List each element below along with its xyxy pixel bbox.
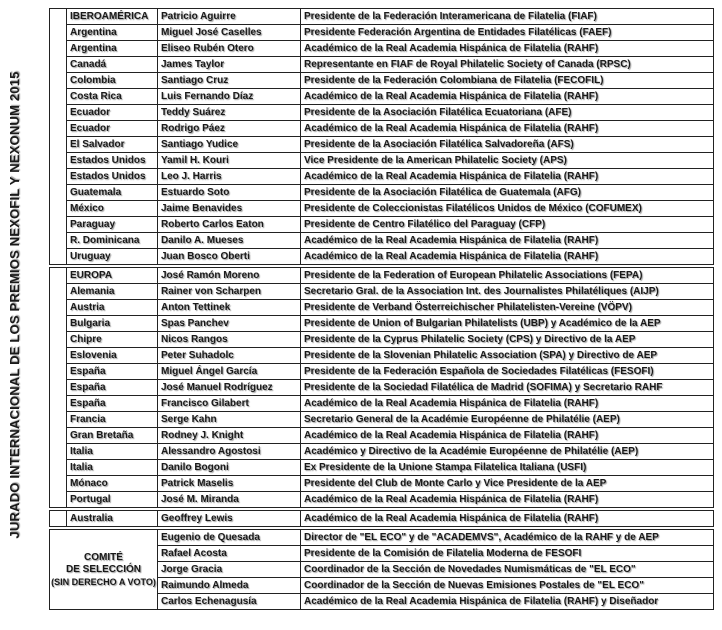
name-cell: Rainer von Scharpen	[158, 284, 301, 300]
name-cell: Rafael Acosta	[158, 546, 301, 562]
name-cell: Roberto Carlos Eaton	[158, 217, 301, 233]
role-cell: Académico de la Real Academia Hispánica de Filatelia (RAHF)	[301, 249, 714, 265]
name-cell: Eliseo Rubén Otero	[158, 41, 301, 57]
role-cell: Presidente de la Asociación Filatélica de Guatemala (AFG)	[301, 185, 714, 201]
country-cell: España	[67, 396, 158, 412]
role-cell: Presidente de la Comisión de Filatelia Moderna de FESOFI	[301, 546, 714, 562]
table-row	[50, 25, 714, 41]
role-cell: Coordinador de la Sección de Nuevas Emisiones Postales de "EL ECO"	[301, 578, 714, 594]
country-cell: España	[67, 380, 158, 396]
name-cell: Carlos Echenagusía	[158, 594, 301, 610]
table-row	[50, 217, 714, 233]
name-cell: Geoffrey Lewis	[158, 511, 301, 527]
role-cell: Académico de la Real Academia Hispánica de Filatelia (RAHF)	[301, 511, 714, 527]
table-row	[50, 530, 714, 546]
table-row	[50, 9, 714, 25]
name-cell: Nicos Rangos	[158, 332, 301, 348]
name-cell: Danilo Bogoni	[158, 460, 301, 476]
name-cell: Santiago Yudice	[158, 137, 301, 153]
role-cell: Presidente de Union of Bulgarian Philatelists (UBP) y Académico de la AEP	[301, 316, 714, 332]
country-cell: Guatemala	[67, 185, 158, 201]
role-cell: Director de "EL ECO" y de "ACADEMVS", Académico de la RAHF y de AEP	[301, 530, 714, 546]
country-cell: Italia	[67, 460, 158, 476]
table-row	[50, 476, 714, 492]
name-cell: Luis Fernando Díaz	[158, 89, 301, 105]
country-cell: Uruguay	[67, 249, 158, 265]
country-cell: Chipre	[67, 332, 158, 348]
region-label-oceania	[50, 511, 67, 527]
table-row	[50, 249, 714, 265]
name-cell: Anton Tettinek	[158, 300, 301, 316]
table-row	[50, 73, 714, 89]
name-cell: Jaime Benavides	[158, 201, 301, 217]
table-row	[50, 380, 714, 396]
country-cell: México	[67, 201, 158, 217]
country-cell: IBEROAMÉRICA	[67, 9, 158, 25]
role-cell: Presidente del Club de Monte Carlo y Vice Presidente de la AEP	[301, 476, 714, 492]
role-cell: Académico de la Real Academia Hispánica de Filatelia (RAHF) y Diseñador	[301, 594, 714, 610]
country-cell: Paraguay	[67, 217, 158, 233]
page-title: JURADO INTERNACIONAL DE LOS PREMIOS NEXOFIL Y NEXONUM 2015	[7, 71, 22, 539]
name-cell: Patricio Aguirre	[158, 9, 301, 25]
table-row	[50, 41, 714, 57]
name-cell: Miguel Ángel García	[158, 364, 301, 380]
country-cell: Francia	[67, 412, 158, 428]
name-cell: Juan Bosco Oberti	[158, 249, 301, 265]
table-row	[50, 137, 714, 153]
jury-table	[49, 8, 714, 610]
table-row	[50, 511, 714, 527]
role-cell: Académico de la Real Academia Hispánica de Filatelia (RAHF)	[301, 428, 714, 444]
table-row	[50, 284, 714, 300]
country-cell: El Salvador	[67, 137, 158, 153]
role-cell: Presidente de Centro Filatélico del Paraguay (CFP)	[301, 217, 714, 233]
name-cell: Eugenio de Quesada	[158, 530, 301, 546]
role-cell: Académico de la Real Academia Hispánica de Filatelia (RAHF)	[301, 396, 714, 412]
name-cell: Serge Kahn	[158, 412, 301, 428]
role-cell: Representante en FIAF de Royal Philatelic Society of Canada (RPSC)	[301, 57, 714, 73]
country-cell: Argentina	[67, 25, 158, 41]
table-row	[50, 233, 714, 249]
country-cell: Eslovenia	[67, 348, 158, 364]
region-label-europa	[50, 268, 67, 508]
role-cell: Académico de la Real Academia Hispánica de Filatelia (RAHF)	[301, 492, 714, 508]
country-cell: Ecuador	[67, 121, 158, 137]
role-cell: Coordinador de la Sección de Novedades Numismáticas de "EL ECO"	[301, 562, 714, 578]
role-cell: Académico y Directivo de la Académie Européenne de Philatélie (AEP)	[301, 444, 714, 460]
name-cell: Rodney J. Knight	[158, 428, 301, 444]
name-cell: José M. Miranda	[158, 492, 301, 508]
role-cell: Presidente de la Sociedad Filatélica de Madrid (SOFIMA) y Secretario RAHF	[301, 380, 714, 396]
role-cell: Presidente de Coleccionistas Filatélicos Unidos de México (COFUMEX)	[301, 201, 714, 217]
role-cell: Vice Presidente de la American Philatelic Society (APS)	[301, 153, 714, 169]
country-cell: Australia	[67, 511, 158, 527]
name-cell: Raimundo Almeda	[158, 578, 301, 594]
country-cell: Portugal	[67, 492, 158, 508]
country-cell: Bulgaria	[67, 316, 158, 332]
name-cell: Estuardo Soto	[158, 185, 301, 201]
name-cell: José Ramón Moreno	[158, 268, 301, 284]
committee-label-line: COMITÉ	[84, 551, 123, 563]
table-row	[50, 121, 714, 137]
table-row	[50, 428, 714, 444]
country-cell: Gran Bretaña	[67, 428, 158, 444]
country-cell: Canadá	[67, 57, 158, 73]
table-row	[50, 396, 714, 412]
country-cell: Mónaco	[67, 476, 158, 492]
table-row	[50, 492, 714, 508]
table-row	[50, 364, 714, 380]
role-cell: Presidente de la Federación Española de Sociedades Filatélicas (FESOFI)	[301, 364, 714, 380]
country-cell: Argentina	[67, 41, 158, 57]
committee-label	[50, 530, 158, 610]
country-cell: Costa Rica	[67, 89, 158, 105]
table-row	[50, 412, 714, 428]
name-cell: Peter Suhadolc	[158, 348, 301, 364]
table-row	[50, 348, 714, 364]
table-row	[50, 460, 714, 476]
table-row	[50, 57, 714, 73]
role-cell: Secretario Gral. de la Association Int. des Journalistes Philatéliques (AIJP)	[301, 284, 714, 300]
jury-document	[4, 8, 718, 612]
role-cell: Presidente de la Asociación Filatélica Ecuatoriana (AFE)	[301, 105, 714, 121]
role-cell: Presidente de la Federación Colombiana de Filatelia (FECOFIL)	[301, 73, 714, 89]
table-row	[50, 444, 714, 460]
committee-label-line: DE SELECCIÓN	[65, 563, 141, 575]
country-cell: Italia	[67, 444, 158, 460]
table-row	[50, 332, 714, 348]
country-cell: Ecuador	[67, 105, 158, 121]
name-cell: Teddy Suárez	[158, 105, 301, 121]
country-cell: Alemania	[67, 284, 158, 300]
name-cell: José Manuel Rodríguez	[158, 380, 301, 396]
role-cell: Académico de la Real Academia Hispánica de Filatelia (RAHF)	[301, 41, 714, 57]
country-cell: España	[67, 364, 158, 380]
name-cell: Francisco Gilabert	[158, 396, 301, 412]
role-cell: Ex Presidente de la Unione Stampa Filatelica Italiana (USFI)	[301, 460, 714, 476]
table-row	[50, 268, 714, 284]
name-cell: Rodrigo Páez	[158, 121, 301, 137]
role-cell: Presidente de la Slovenian Philatelic Association (SPA) y Directivo de AEP	[301, 348, 714, 364]
table-row	[50, 316, 714, 332]
role-cell: Académico de la Real Academia Hispánica de Filatelia (RAHF)	[301, 169, 714, 185]
role-cell: Presidente de la Cyprus Philatelic Society (CPS) y Directivo de la AEP	[301, 332, 714, 348]
name-cell: Spas Panchev	[158, 316, 301, 332]
name-cell: James Taylor	[158, 57, 301, 73]
name-cell: Santiago Cruz	[158, 73, 301, 89]
name-cell: Leo J. Harris	[158, 169, 301, 185]
name-cell: Jorge Gracia	[158, 562, 301, 578]
table-row	[50, 185, 714, 201]
role-cell: Presidente de la Asociación Filatélica Salvadoreña (AFS)	[301, 137, 714, 153]
country-cell: Estados Unidos	[67, 153, 158, 169]
role-cell: Presidente de Verband Österreichischer Philatelisten-Vereine (VÖPV)	[301, 300, 714, 316]
role-cell: Académico de la Real Academia Hispánica de Filatelia (RAHF)	[301, 121, 714, 137]
name-cell: Danilo A. Mueses	[158, 233, 301, 249]
role-cell: Presidente Federación Argentina de Entidades Filatélicas (FAEF)	[301, 25, 714, 41]
role-cell: Académico de la Real Academia Hispánica de Filatelia (RAHF)	[301, 233, 714, 249]
name-cell: Alessandro Agostosi	[158, 444, 301, 460]
region-label-america	[50, 9, 67, 265]
country-cell: Colombia	[67, 73, 158, 89]
name-cell: Yamil H. Kouri	[158, 153, 301, 169]
committee-label-line: (SIN DERECHO A VOTO)	[51, 576, 156, 587]
table-row	[50, 201, 714, 217]
name-cell: Miguel José Caselles	[158, 25, 301, 41]
country-cell: Austria	[67, 300, 158, 316]
role-cell: Secretario General de la Académie Européenne de Philatélie (AEP)	[301, 412, 714, 428]
country-cell: EUROPA	[67, 268, 158, 284]
table-row	[50, 89, 714, 105]
role-cell: Presidente de la Federación Interamericana de Filatelia (FIAF)	[301, 9, 714, 25]
country-cell: Estados Unidos	[67, 169, 158, 185]
role-cell: Presidente de la Federation of European Philatelic Associations (FEPA)	[301, 268, 714, 284]
table-row	[50, 105, 714, 121]
role-cell: Académico de la Real Academia Hispánica de Filatelia (RAHF)	[301, 89, 714, 105]
name-cell: Patrick Maselis	[158, 476, 301, 492]
table-row	[50, 153, 714, 169]
table-row	[50, 300, 714, 316]
table-row	[50, 169, 714, 185]
country-cell: R. Dominicana	[67, 233, 158, 249]
